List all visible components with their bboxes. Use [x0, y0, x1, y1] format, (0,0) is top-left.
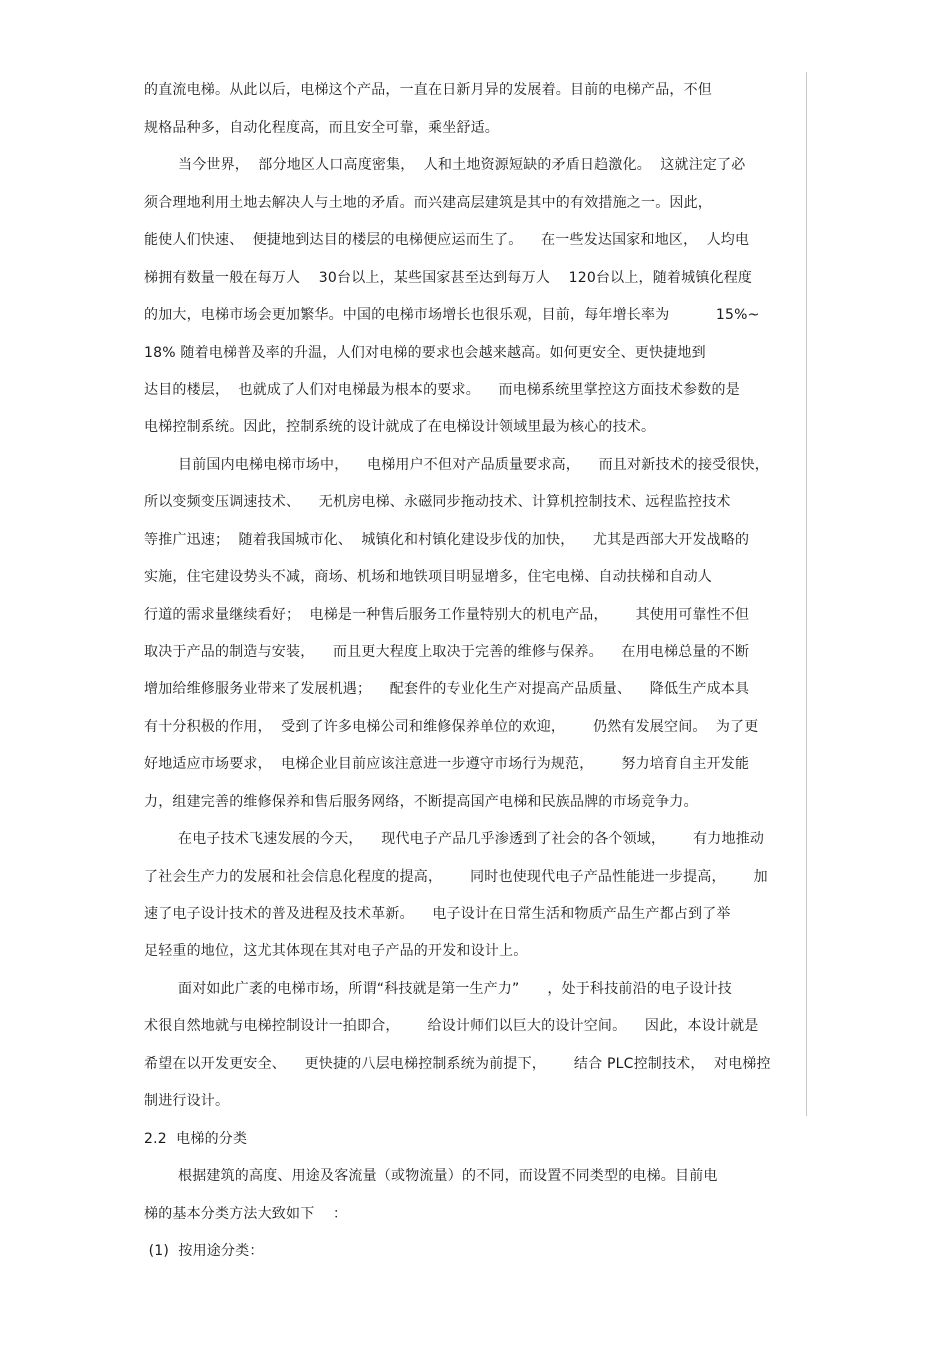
- text-line: 18% 随着电梯普及率的升温，人们对电梯的要求也会越来越高。如何更安全、更快捷地到: [144, 345, 706, 361]
- text-line: 面对如此广袤的电梯市场，所谓“科技就是第一生产力” ，处于科技前沿的电子设计技: [178, 981, 733, 997]
- text-line: 有十分积极的作用， 受到了许多电梯公司和维修保养单位的欢迎， 仍然有发展空间。 为了更: [144, 719, 759, 735]
- text-line: 目前国内电梯电梯市场中， 电梯用户不但对产品质量要求高， 而且对新技术的接受很快，: [178, 457, 769, 473]
- text-line: 力，组建完善的维修保养和售后服务网络，不断提高国产电梯和民族品牌的市场竞争力。: [144, 794, 698, 810]
- text-line: 制进行设计。: [144, 1093, 230, 1109]
- text-line: 能使人们快速、 便捷地到达目的楼层的电梯便应运而生了。 在一些发达国家和地区， 人均电: [144, 232, 750, 248]
- text-line: 须合理地利用土地去解决人与土地的矛盾。而兴建高层建筑是其中的有效措施之一。因此，: [144, 195, 712, 211]
- text-line: 所以变频变压调速技术、 无机房电梯、永磁同步拖动技术、计算机控制技术、远程监控技术: [144, 494, 731, 510]
- text-line: 了社会生产力的发展和社会信息化程度的提高， 同时也使现代电子产品性能进一步提高， 加: [144, 869, 768, 885]
- text-line: 当今世界， 部分地区人口高度密集， 人和土地资源短缺的矛盾日趋激化。 这就注定了必: [178, 157, 746, 173]
- text-line: 好地适应市场要求， 电梯企业目前应该注意进一步遵守市场行为规范， 努力培育自主开发能: [144, 756, 750, 772]
- text-line: 行道的需求量继续看好； 电梯是一种售后服务工作量特别大的机电产品， 其使用可靠性不但: [144, 607, 750, 623]
- text-line: 在电子技术飞速发展的今天， 现代电子产品几乎渗透到了社会的各个领域， 有力地推动: [178, 831, 765, 847]
- text-line: 实施，住宅建设势头不减，商场、机场和地铁项目明显增多，住宅电梯、自动扶梯和自动人: [144, 569, 712, 585]
- text-line: 的加大，电梯市场会更加繁华。中国的电梯市场增长也很乐观，目前，每年增长率为 15%~: [144, 307, 760, 323]
- text-line: 的直流电梯。从此以后，电梯这个产品，一直在日新月异的发展着。目前的电梯产品，不但: [144, 82, 712, 98]
- text-line: 希望在以开发更安全、 更快捷的八层电梯控制系统为前提下， 结合 PLC控制技术， 对电梯控: [144, 1056, 771, 1072]
- text-line: 梯拥有数量一般在每万人 30台以上，某些国家甚至达到每万人 120台以上，随着城镇化程度: [144, 270, 753, 286]
- text-line: 电梯控制系统。因此，控制系统的设计就成了在电梯设计领域里最为核心的技术。: [144, 419, 656, 435]
- text-line: 增加给维修服务业带来了发展机遇； 配套件的专业化生产对提高产品质量、 降低生产成本具: [144, 681, 750, 697]
- text-line: 根据建筑的高度、用途及客流量（或物流量）的不同，而设置不同类型的电梯。目前电: [178, 1168, 718, 1184]
- text-line: 术很自然地就与电梯控制设计一拍即合， 给设计师们以巨大的设计空间。 因此，本设计就是: [144, 1018, 759, 1034]
- text-line: 等推广迅速； 随着我国城市化、 城镇化和村镇化建设步伐的加快， 尤其是西部大开发战略的: [144, 532, 750, 548]
- text-line: 足轻重的地位，这尤其体现在其对电子产品的开发和设计上。: [144, 943, 528, 959]
- text-line: 速了电子设计技术的普及进程及技术革新。 电子设计在日常生活和物质产品生产都占到了举: [144, 906, 731, 922]
- text-line: 梯的基本分类方法大致如下 ：: [144, 1206, 348, 1222]
- section-heading: 2.2 电梯的分类: [144, 1131, 248, 1147]
- text-line: 达目的楼层， 也就成了人们对电梯最为根本的要求。 而电梯系统里掌控这方面技术参数的是: [144, 382, 740, 398]
- text-line: 取决于产品的制造与安装， 而且更大程度上取决于完善的维修与保养。 在用电梯总量的不断: [144, 644, 750, 660]
- list-item-heading: (1) 按用途分类：: [144, 1243, 264, 1259]
- text-line: 规格品种多，自动化程度高，而且安全可靠，乘坐舒适。: [144, 120, 499, 136]
